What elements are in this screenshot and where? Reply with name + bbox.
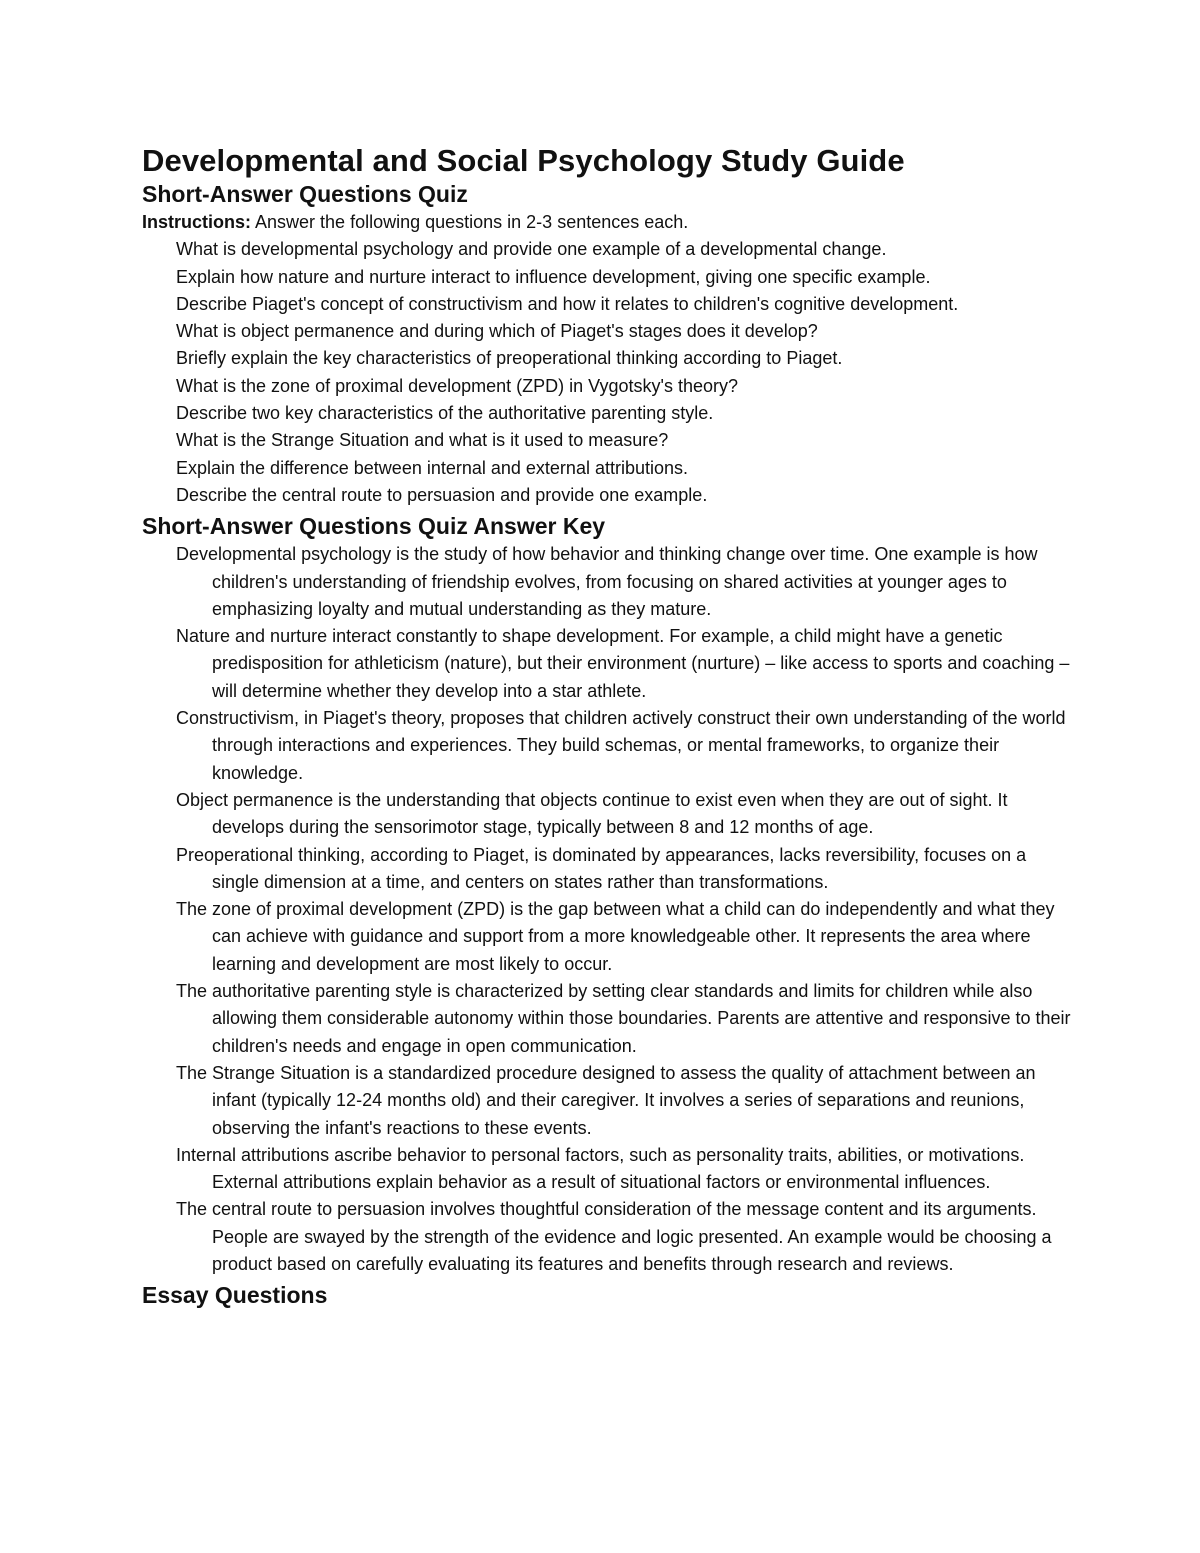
instructions-text: Answer the following questions in 2-3 sentences each. — [251, 212, 689, 232]
list-item: Preoperational thinking, according to Piaget, is dominated by appearances, lacks reversibility, focuses on a single dimension at a time, and centers on states rather than transformations. — [176, 844, 1027, 892]
list-item: Object permanence is the understanding that objects continue to exist even when they are out of sight. It develops during the sensorimotor stage, typically between 8 and 12 months of age. — [176, 789, 1008, 838]
list-item: Nature and nurture interact constantly to shape development. For example, a child might have a genetic predisposition for athleticism (nature), but their environment (nurture) – like access to sports and coaching – will determine whether they develop into a star athlete. — [176, 626, 1070, 701]
document-body — [142, 141, 1072, 1310]
quiz-instructions — [142, 209, 1072, 236]
quiz-heading: Short-Answer Questions Quiz — [142, 181, 468, 207]
list-item: The central route to persuasion involves thoughtful consideration of the message content and its arguments. People are swayed by the strength of the evidence and logic presented. An example would be choosing a product based on carefully evaluating its features and benefits through research and reviews. — [176, 1199, 1052, 1274]
list-item: What is object permanence and during which of Piaget's stages does it develop? — [176, 321, 818, 342]
list-item: Describe two key characteristics of the authoritative parenting style. — [176, 403, 714, 424]
list-item: Explain how nature and nurture interact to influence development, giving one specific example. — [176, 266, 931, 287]
list-item: Internal attributions ascribe behavior to personal factors, such as personality traits, abilities, or motivations. External attributions explain behavior as a result of situational factors or environmental influences. — [176, 1144, 1025, 1193]
page-title: Developmental and Social Psychology Study Guide — [142, 143, 905, 178]
answer-list — [142, 541, 1072, 1278]
list-item: What is the zone of proximal development (ZPD) in Vygotsky's theory? — [176, 375, 739, 396]
list-item: Explain the difference between internal and external attributions. — [176, 457, 688, 478]
list-item: The authoritative parenting style is characterized by setting clear standards and limits for children while also allowing them considerable autonomy within those boundaries. Parents are attentive and responsive to their children's needs and engage in open communication. — [176, 981, 1071, 1056]
list-item: Briefly explain the key characteristics of preoperational thinking according to Piaget. — [176, 348, 843, 369]
list-item: What is the Strange Situation and what is it used to measure? — [176, 430, 669, 451]
question-list — [142, 236, 1072, 509]
instructions-label: Instructions: — [142, 212, 252, 232]
list-item: The Strange Situation is a standardized procedure designed to assess the quality of attachment between an infant (typically 12-24 months old) and their caregiver. It involves a series of separations and reunions, observing the infant's reactions to these events. — [176, 1062, 1036, 1138]
list-item: Describe the central route to persuasion and provide one example. — [176, 484, 708, 505]
list-item: Describe Piaget's concept of constructivism and how it relates to children's cognitive development. — [176, 293, 959, 314]
list-item: Developmental psychology is the study of how behavior and thinking change over time. One example is how children's understanding of friendship evolves, from focusing on shared activities at younger ages to emphasizing loyalty and mutual understanding as they mature. — [176, 544, 1038, 619]
answer-key-heading: Short-Answer Questions Quiz Answer Key — [142, 513, 606, 540]
essay-heading: Essay Questions — [142, 1282, 328, 1309]
list-item: What is developmental psychology and provide one example of a developmental change. — [176, 239, 887, 260]
list-item: Constructivism, in Piaget's theory, proposes that children actively construct their own understanding of the world through interactions and experiences. They build schemas, or mental frameworks, to organize their knowledge. — [176, 708, 1066, 783]
list-item: The zone of proximal development (ZPD) is the gap between what a child can do independently and what they can achieve with guidance and support from a more knowledgeable other. It represents the area where learning and development are most likely to occur. — [176, 899, 1055, 974]
